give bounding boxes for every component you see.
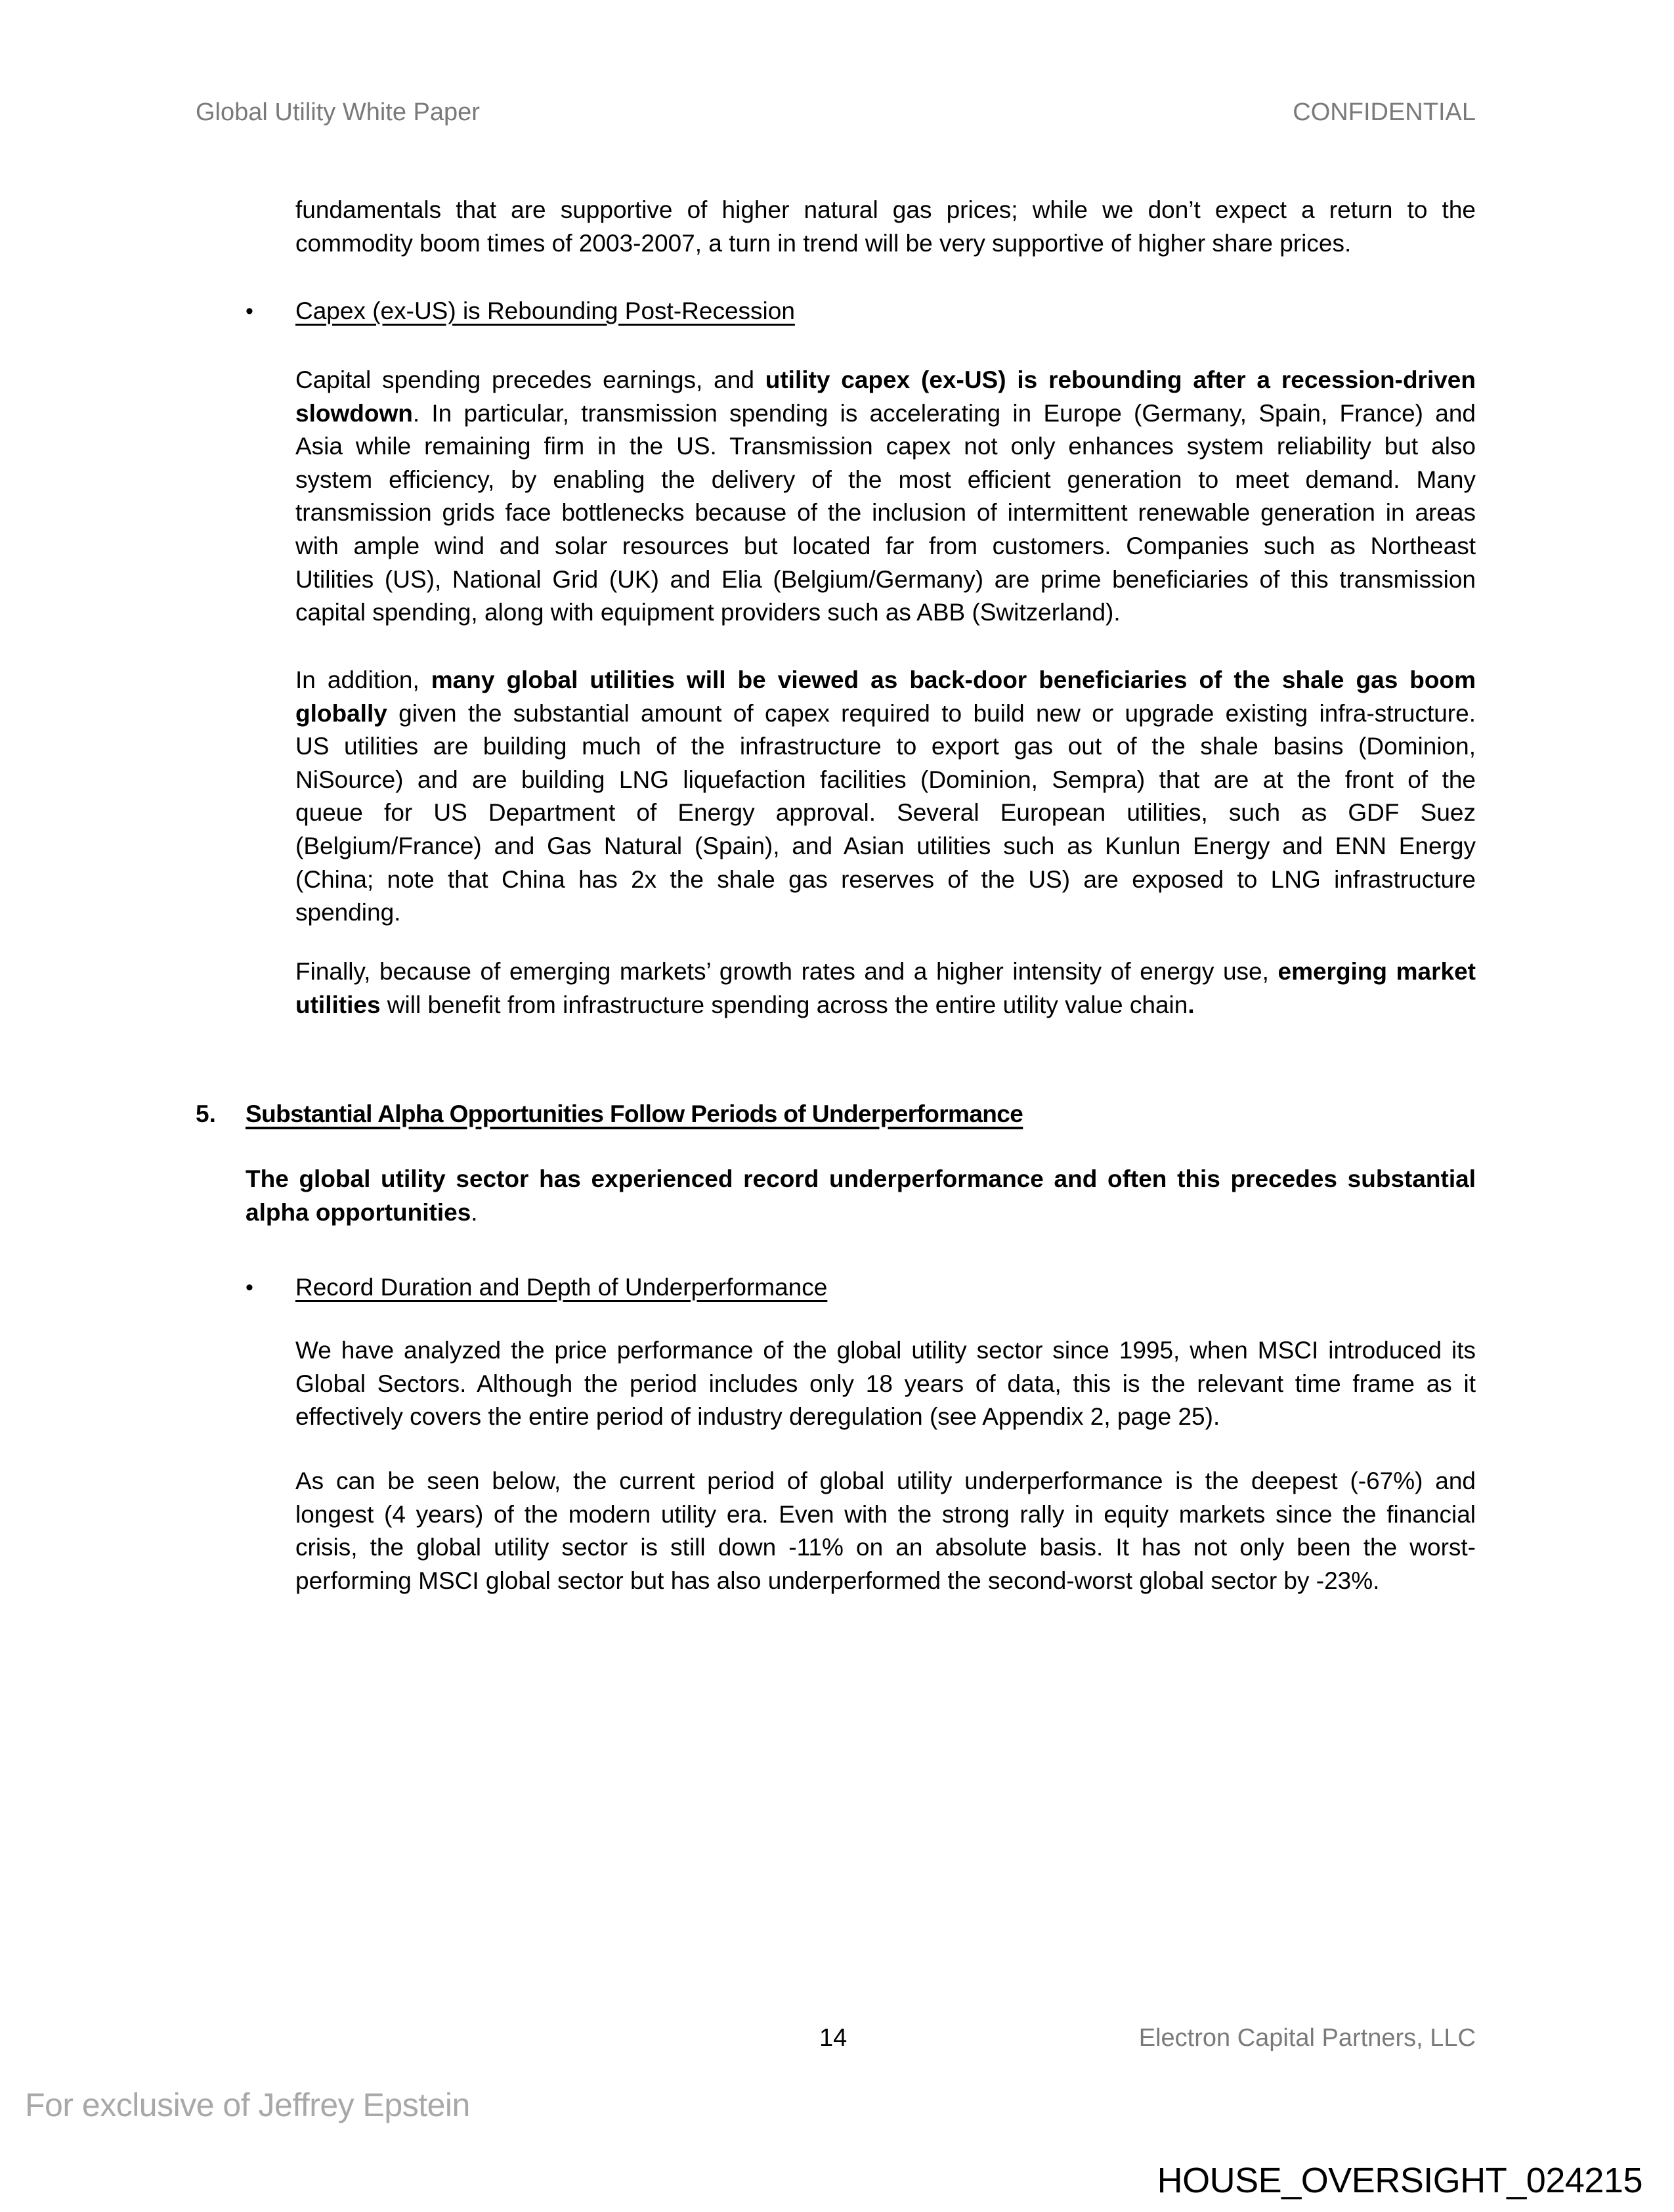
shale-gas-paragraph [295,664,1476,930]
text-run: Utilities (US), National Grid (UK) and Elia (Belgium/Germany) are prime beneficiaries of this transmission [295,565,1476,593]
emerging-markets-paragraph [295,955,1476,1022]
confidential-label: CONFIDENTIAL [1293,98,1476,126]
text-run: capital spending, along with equipment providers such as ABB (Switzerland). [295,599,1121,626]
text-line [295,796,1476,830]
text-run: system efficiency, by enabling the delivery of the most efficient generation to meet demand. Many [295,466,1476,493]
text-run: NiSource) and are building LNG liquefaction facilities (Dominion, Sempra) that are at the front of the [295,766,1476,793]
bold-text: utilities [295,991,381,1018]
text-line [246,1196,1476,1230]
text-run: (China; note that China has 2x the shale gas reserves of the US) are exposed to LNG infrastructure [295,865,1476,893]
text-run: US utilities are building much of the infrastructure to export gas out of the shale basins (Dominion, [295,733,1476,760]
text-line [295,530,1476,563]
bold-text: alpha opportunities [246,1198,471,1226]
text-run: longest (4 years) of the modern utility era. Even with the strong rally in equity markets since the financial [295,1500,1476,1528]
text-run: Capital spending precedes earnings, and [295,366,765,393]
text-line [295,697,1476,731]
text-run: queue for US Department of Energy approval. Several European utilities, such as GDF Suez [295,799,1476,827]
text-line [295,464,1476,497]
text-run: As can be seen below, the current period of global utility underperformance is the deepest (-67%) and [295,1467,1476,1494]
text-run: with ample wind and solar resources but located far from customers. Companies such as Northeast [295,532,1476,559]
analysis-paragraph [295,1334,1476,1434]
underperformance-paragraph [295,1465,1476,1597]
text-run: Finally, because of emerging markets’ growth rates and a higher intensity of energy use, [295,958,1278,985]
text-run: effectively covers the entire period of industry deregulation (see Appendix 2, page 25). [295,1403,1220,1431]
text-run: performing MSCI global sector but has also underperformed the second-worst global sector by -23%. [295,1567,1380,1594]
capex-paragraph [295,364,1476,630]
text-line [295,227,1476,261]
page-number: 14 [819,2024,848,2052]
text-line [295,1400,1476,1434]
text-line [295,1465,1476,1498]
text-line [295,830,1476,863]
text-line [295,1498,1476,1532]
section-summary [246,1163,1476,1229]
bold-text: . [1188,991,1195,1018]
watermark: For exclusive of Jeffrey Epstein [25,2087,470,2123]
text-run: We have analyzed the price performance of the global utility sector since 1995, when MSCI introduced its [295,1337,1476,1364]
text-run: transmission grids face bottlenecks because of the inclusion of intermittent renewable generation in areas [295,499,1476,527]
section-number: 5. [196,1100,216,1127]
text-run: Asia while remaining firm in the US. Transmission capex not only enhances system reliability but also [295,433,1476,460]
bullet-icon: • [246,299,253,324]
text-run: will benefit from infrastructure spending across the entire utility value chain [380,991,1188,1018]
bold-text: The global utility sector has experienced record underperformance and often this precedes substantial [246,1165,1476,1192]
text-run: Global Sectors. Although the period includes only 18 years of data, this is the relevant time frame as it [295,1370,1476,1397]
text-line [295,364,1476,397]
text-line [295,194,1476,227]
text-line [295,764,1476,797]
bold-text: utility capex (ex-US) is rebounding after a recession-driven [765,366,1476,393]
bates-number: HOUSE_OVERSIGHT_024215 [1157,2161,1642,2200]
text-run: . [471,1198,478,1226]
capex-subheading: Capex (ex-US) is Rebounding Post-Recession [295,297,795,324]
text-line [295,863,1476,897]
text-line [295,1334,1476,1368]
text-run: spending. [295,899,401,926]
text-line [295,989,1476,1022]
text-line [295,664,1476,697]
text-line [295,730,1476,764]
running-header-title: Global Utility White Paper [196,98,480,126]
text-line [295,955,1476,989]
text-line [295,430,1476,464]
text-run: In addition, [295,666,431,693]
text-run: . In particular, transmission spending is accelerating in Europe (Germany, Spain, France) and [412,399,1476,427]
bold-text: globally [295,699,387,727]
text-run: (Belgium/France) and Gas Natural (Spain), and Asian utilities such as Kunlun Energy and ENN Energy [295,832,1476,859]
text-line [295,563,1476,597]
text-line [295,1565,1476,1598]
bold-text: slowdown [295,399,413,427]
bold-text: emerging market [1277,958,1476,985]
bold-text: many global utilities will be viewed as back-door beneficiaries of the shale gas boom [431,666,1476,693]
text-run: commodity boom times of 2003-2007, a turn in trend will be very supportive of higher share prices. [295,229,1352,257]
text-line [295,397,1476,431]
text-run: fundamentals that are supportive of higher natural gas prices; while we don’t expect a return to the [295,196,1476,223]
text-line [295,496,1476,530]
text-line [295,596,1476,630]
text-line [295,896,1476,930]
text-run: given the substantial amount of capex required to build new or upgrade existing infra-structure. [387,699,1476,727]
text-line [246,1163,1476,1196]
text-run: crisis, the global utility sector is still down -11% on an absolute basis. It has not only been the worst- [295,1534,1476,1561]
section-title: Substantial Alpha Opportunities Follow Periods of Underperformance [246,1100,1023,1127]
bullet-icon: • [246,1275,253,1300]
paragraph-continuation [295,194,1476,260]
footer-company: Electron Capital Partners, LLC [1138,2024,1476,2052]
text-line [295,1531,1476,1565]
underperformance-subheading: Record Duration and Depth of Underperformance [295,1274,828,1301]
text-line [295,1368,1476,1401]
